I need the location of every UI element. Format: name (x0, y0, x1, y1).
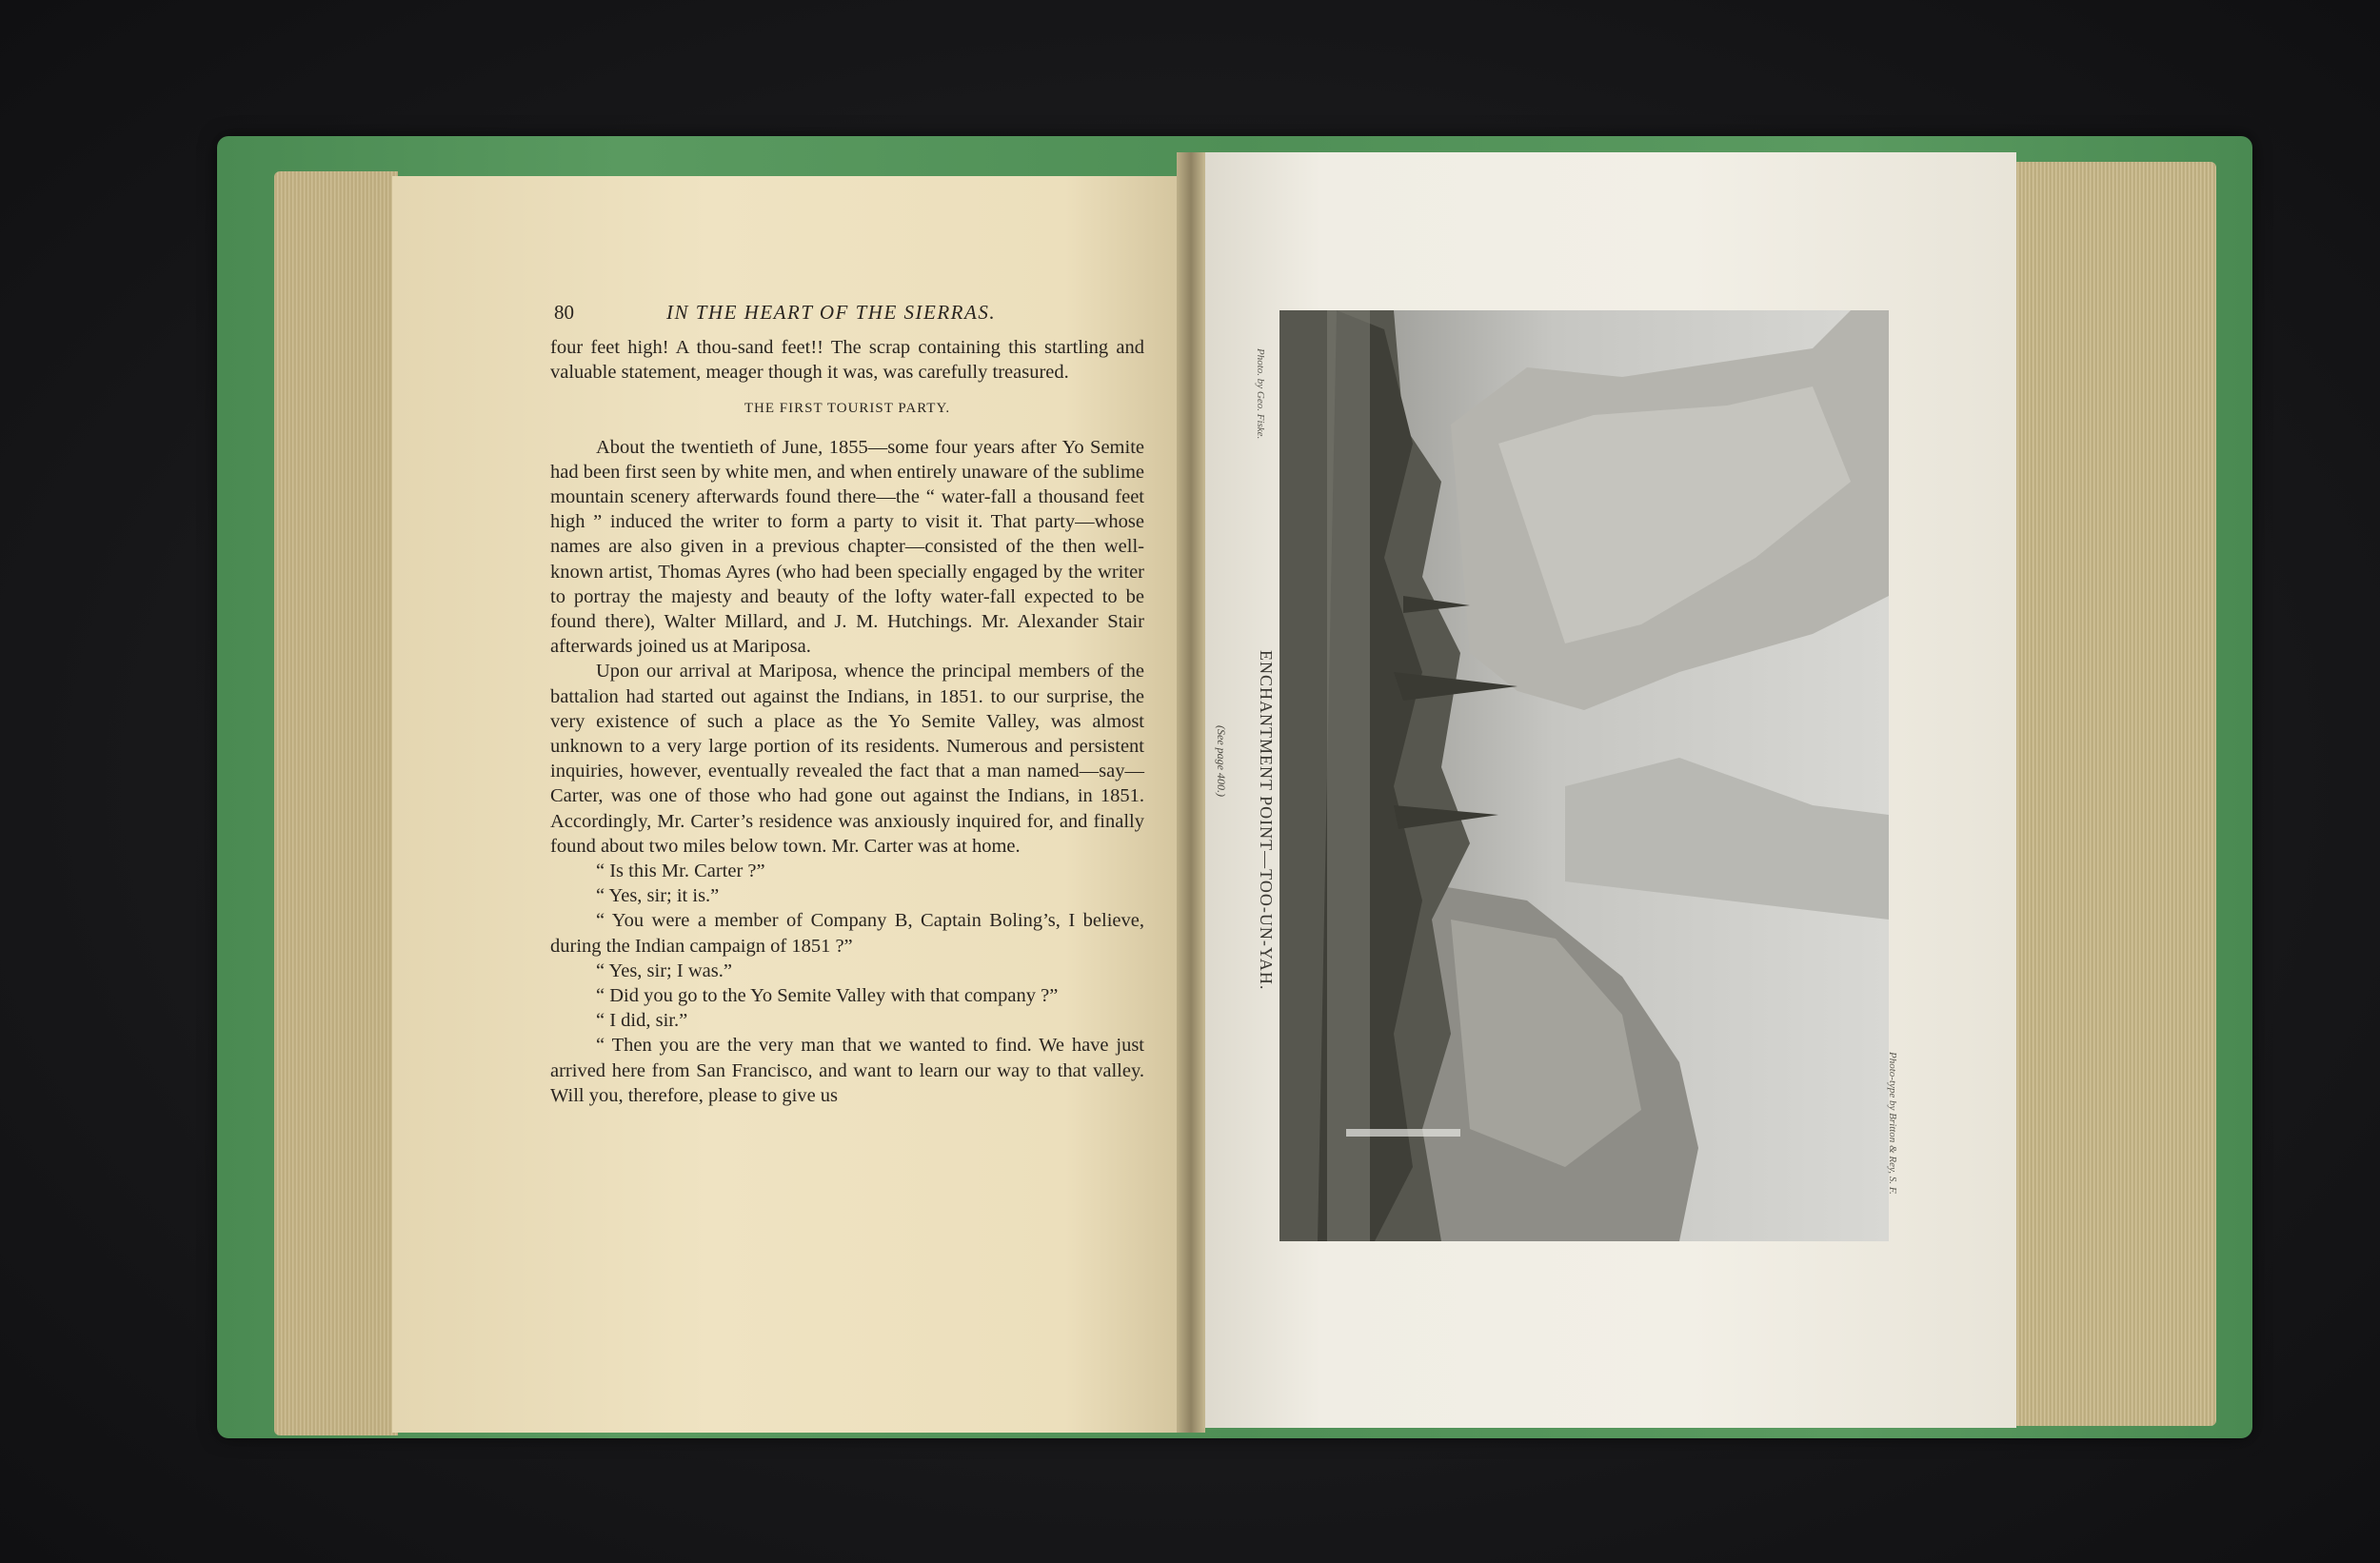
paragraph: About the twentieth of June, 1855—some four years after Yo Semite had been first seen by white men, and when entirely unaware of the sublime mountain scenery afterwards found there—the “ water-fall a thousand feet high ” induced the writer to form a party to visit it. That party—whose names are also given in a previous chapter—consisted of the then well-known artist, Thomas Ayres (who had been specially engaged by the writer to portray the majesty and beauty of the lofty water-fall expected to be found there), Walter Millard, and J. M. Hutchings. Mr. Alexander Stair afterwards joined us at Mariposa. (550, 436, 1144, 658)
paragraph: “ Yes, sir; I was.” (596, 960, 732, 981)
running-head-title: IN THE HEART OF THE SIERRAS. (666, 301, 997, 324)
running-head (550, 301, 1144, 329)
page-edges-right (2007, 162, 2216, 1426)
paragraph: “ You were a member of Company B, Captain Boling’s, I believe, during the Indian campaign of 1851 ?” (550, 910, 1144, 957)
landscape-photo (1279, 310, 1889, 1241)
paragraph: “ Then you are the very man that we wanted to find. We have just arrived here from San Francisco, and want to learn our way to that valley. Will you, therefore, please to give us (550, 1035, 1144, 1106)
plate-caption-text: ENCHANTMENT POINT—TOO-UN-YAH. (1257, 650, 1276, 991)
photo-plate (1279, 310, 1889, 1241)
paragraph: “ Did you go to the Yo Semite Valley with that company ?” (596, 985, 1059, 1007)
paragraph: Upon our arrival at Mariposa, whence the principal members of the battalion had started out against the Indians, in 1851. to our surprise, the very existence of such a place as the Yo Semite Valley, was almost unknown to a very large portion of its residents. Numerous and persistent inquiries, however, eventually revealed the fact that a man named—say—Carter, was one of those who had gone out against the Indians, in 1851. Accordingly, Mr. Carter’s residence was anxiously inquired for, and finally found about two miles below town. Mr. Carter was at home. (550, 661, 1144, 857)
section-heading: THE FIRST TOURIST PARTY. (744, 401, 951, 417)
book-gutter (1177, 152, 1205, 1433)
page-number: 80 (554, 301, 574, 324)
paragraph: “ Yes, sir; it is.” (596, 885, 720, 907)
page-edges-left (274, 171, 398, 1435)
phototype-credit: Photo-type by Britton & Rey, S. F. (1887, 1052, 1898, 1195)
paragraph: “ Is this Mr. Carter ?” (596, 861, 765, 882)
plate-caption (1247, 650, 1285, 991)
left-page-body (550, 335, 1144, 1108)
paragraph: four feet high! A thou-sand feet!! The scrap containing this startling and valuable statement, meager though it was, was carefully treasured. (550, 337, 1144, 384)
paragraph: “ I did, sir.” (596, 1010, 688, 1032)
plate-caption-sub-text: (See page 400.) (1215, 725, 1228, 797)
photo-credit: Photo. by Geo. Fiske. (1255, 348, 1266, 440)
